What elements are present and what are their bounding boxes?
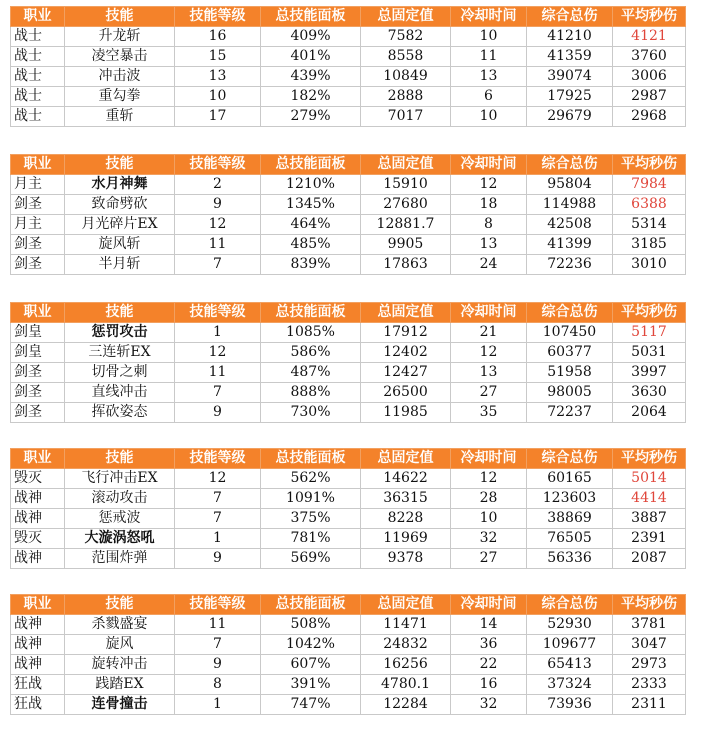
cell-fixed[interactable]: 8228 <box>361 509 451 529</box>
table-row <box>11 549 686 569</box>
cell-level[interactable]: 7 <box>175 509 261 529</box>
cell-level[interactable]: 12 <box>175 343 261 363</box>
cell-level[interactable]: 9 <box>175 655 261 675</box>
cell-fixed[interactable]: 2888 <box>361 87 451 107</box>
column-header[interactable]: 技能等级 <box>175 155 261 175</box>
cell-total[interactable]: 29679 <box>527 107 613 127</box>
cell-cd[interactable]: 14 <box>451 615 527 635</box>
cell-cd[interactable]: 27 <box>451 383 527 403</box>
cell-skill[interactable]: 旋风 <box>65 635 175 655</box>
cell-fixed[interactable]: 16256 <box>361 655 451 675</box>
cell-fixed[interactable]: 11471 <box>361 615 451 635</box>
cell-skill[interactable]: 凌空暴击 <box>65 47 175 67</box>
cell-skill[interactable]: 惩罚攻击 <box>65 323 175 343</box>
column-header[interactable]: 职业 <box>11 595 65 615</box>
cell-cd[interactable]: 28 <box>451 489 527 509</box>
cell-dps[interactable]: 3185 <box>613 235 686 255</box>
column-header[interactable]: 平均秒伤 <box>613 155 686 175</box>
cell-level[interactable]: 1 <box>175 695 261 715</box>
cell-total[interactable]: 60165 <box>527 469 613 489</box>
column-header[interactable]: 总固定值 <box>361 155 451 175</box>
cell-panel[interactable]: 464% <box>261 215 361 235</box>
cell-panel[interactable]: 607% <box>261 655 361 675</box>
cell-level[interactable]: 12 <box>175 215 261 235</box>
cell-cd[interactable]: 11 <box>451 47 527 67</box>
cell-job[interactable]: 狂战 <box>11 675 65 695</box>
cell-panel[interactable]: 586% <box>261 343 361 363</box>
cell-job[interactable]: 月主 <box>11 175 65 195</box>
header-row <box>11 595 686 615</box>
table-row <box>11 615 686 635</box>
cell-skill[interactable]: 直线冲击 <box>65 383 175 403</box>
column-header[interactable]: 职业 <box>11 449 65 469</box>
cell-cd[interactable]: 32 <box>451 529 527 549</box>
cell-total[interactable]: 42508 <box>527 215 613 235</box>
cell-cd[interactable]: 21 <box>451 323 527 343</box>
cell-panel[interactable]: 1042% <box>261 635 361 655</box>
cell-fixed[interactable]: 26500 <box>361 383 451 403</box>
cell-cd[interactable]: 24 <box>451 255 527 275</box>
cell-level[interactable]: 9 <box>175 549 261 569</box>
table-row <box>11 635 686 655</box>
cell-total[interactable]: 98005 <box>527 383 613 403</box>
cell-skill[interactable]: 大漩涡怒吼 <box>65 529 175 549</box>
header-row <box>11 303 686 323</box>
cell-total[interactable]: 38869 <box>527 509 613 529</box>
column-header[interactable]: 平均秒伤 <box>613 7 686 27</box>
table-row <box>11 235 686 255</box>
column-header[interactable]: 总技能面板 <box>261 449 361 469</box>
table-row <box>11 255 686 275</box>
skill-table-3 <box>10 302 686 423</box>
skill-table-2 <box>10 154 686 275</box>
table-row <box>11 67 686 87</box>
column-header[interactable]: 技能 <box>65 595 175 615</box>
column-header[interactable]: 总技能面板 <box>261 303 361 323</box>
column-header[interactable]: 总固定值 <box>361 449 451 469</box>
cell-dps[interactable]: 5314 <box>613 215 686 235</box>
cell-total[interactable]: 51958 <box>527 363 613 383</box>
cell-dps[interactable]: 2311 <box>613 695 686 715</box>
column-header[interactable]: 技能 <box>65 303 175 323</box>
cell-dps[interactable]: 2391 <box>613 529 686 549</box>
skill-table-5 <box>10 594 686 715</box>
table-row <box>11 529 686 549</box>
column-header[interactable]: 总技能面板 <box>261 155 361 175</box>
cell-dps[interactable]: 3781 <box>613 615 686 635</box>
cell-level[interactable]: 1 <box>175 529 261 549</box>
column-header[interactable]: 冷却时间 <box>451 595 527 615</box>
cell-total[interactable]: 76505 <box>527 529 613 549</box>
cell-job[interactable]: 战士 <box>11 27 65 47</box>
cell-total[interactable]: 37324 <box>527 675 613 695</box>
cell-level[interactable]: 15 <box>175 47 261 67</box>
cell-panel[interactable]: 569% <box>261 549 361 569</box>
table-row <box>11 675 686 695</box>
cell-skill[interactable]: 挥砍姿态 <box>65 403 175 423</box>
column-header[interactable]: 综合总伤 <box>527 595 613 615</box>
table-row <box>11 363 686 383</box>
cell-panel[interactable]: 888% <box>261 383 361 403</box>
cell-fixed[interactable]: 36315 <box>361 489 451 509</box>
cell-dps[interactable]: 2987 <box>613 87 686 107</box>
cell-panel[interactable]: 487% <box>261 363 361 383</box>
skill-table-4 <box>10 448 686 569</box>
cell-panel[interactable]: 747% <box>261 695 361 715</box>
table-row <box>11 107 686 127</box>
table-row <box>11 469 686 489</box>
cell-level[interactable]: 12 <box>175 469 261 489</box>
column-header[interactable]: 冷却时间 <box>451 7 527 27</box>
cell-cd[interactable]: 32 <box>451 695 527 715</box>
column-header[interactable]: 总技能面板 <box>261 595 361 615</box>
cell-panel[interactable]: 730% <box>261 403 361 423</box>
cell-level[interactable]: 17 <box>175 107 261 127</box>
cell-job[interactable]: 战神 <box>11 635 65 655</box>
cell-panel[interactable]: 401% <box>261 47 361 67</box>
cell-dps[interactable]: 3997 <box>613 363 686 383</box>
cell-dps[interactable]: 3047 <box>613 635 686 655</box>
cell-job[interactable]: 战神 <box>11 489 65 509</box>
cell-skill[interactable]: 致命劈砍 <box>65 195 175 215</box>
cell-dps[interactable]: 2064 <box>613 403 686 423</box>
cell-skill[interactable]: 月光碎片EX <box>65 215 175 235</box>
table-row <box>11 509 686 529</box>
cell-cd[interactable]: 10 <box>451 107 527 127</box>
cell-level[interactable]: 10 <box>175 87 261 107</box>
cell-job[interactable]: 剑圣 <box>11 255 65 275</box>
cell-cd[interactable]: 6 <box>451 87 527 107</box>
cell-dps[interactable]: 6388 <box>613 195 686 215</box>
cell-cd[interactable]: 12 <box>451 343 527 363</box>
cell-job[interactable]: 战士 <box>11 67 65 87</box>
column-header[interactable]: 技能等级 <box>175 303 261 323</box>
header-row <box>11 155 686 175</box>
cell-dps[interactable]: 2333 <box>613 675 686 695</box>
cell-fixed[interactable]: 7017 <box>361 107 451 127</box>
cell-fixed[interactable]: 24832 <box>361 635 451 655</box>
cell-panel[interactable]: 1210% <box>261 175 361 195</box>
cell-cd[interactable]: 35 <box>451 403 527 423</box>
column-header[interactable]: 冷却时间 <box>451 155 527 175</box>
cell-fixed[interactable]: 9905 <box>361 235 451 255</box>
column-header[interactable]: 总固定值 <box>361 595 451 615</box>
cell-level[interactable]: 11 <box>175 615 261 635</box>
cell-dps[interactable]: 5031 <box>613 343 686 363</box>
column-header[interactable]: 综合总伤 <box>527 7 613 27</box>
cell-skill[interactable]: 切骨之刺 <box>65 363 175 383</box>
cell-level[interactable]: 11 <box>175 363 261 383</box>
cell-panel[interactable]: 1345% <box>261 195 361 215</box>
cell-fixed[interactable]: 11969 <box>361 529 451 549</box>
cell-total[interactable]: 114988 <box>527 195 613 215</box>
cell-total[interactable]: 73936 <box>527 695 613 715</box>
cell-level[interactable]: 9 <box>175 195 261 215</box>
cell-fixed[interactable]: 11985 <box>361 403 451 423</box>
cell-fixed[interactable]: 9378 <box>361 549 451 569</box>
cell-skill[interactable]: 重斩 <box>65 107 175 127</box>
cell-job[interactable]: 月主 <box>11 215 65 235</box>
cell-cd[interactable]: 36 <box>451 635 527 655</box>
cell-level[interactable]: 7 <box>175 489 261 509</box>
cell-job[interactable]: 剑圣 <box>11 235 65 255</box>
cell-level[interactable]: 7 <box>175 635 261 655</box>
cell-job[interactable]: 毁灭 <box>11 529 65 549</box>
column-header[interactable]: 技能 <box>65 449 175 469</box>
table-row <box>11 47 686 67</box>
cell-job[interactable]: 战神 <box>11 549 65 569</box>
header-row <box>11 7 686 27</box>
table-row <box>11 87 686 107</box>
cell-job[interactable]: 剑皇 <box>11 343 65 363</box>
table-row <box>11 655 686 675</box>
cell-total[interactable]: 72236 <box>527 255 613 275</box>
cell-total[interactable]: 95804 <box>527 175 613 195</box>
cell-panel[interactable]: 562% <box>261 469 361 489</box>
cell-job[interactable]: 剑圣 <box>11 383 65 403</box>
cell-dps[interactable]: 5117 <box>613 323 686 343</box>
cell-total[interactable]: 60377 <box>527 343 613 363</box>
cell-panel[interactable]: 439% <box>261 67 361 87</box>
cell-panel[interactable]: 391% <box>261 675 361 695</box>
cell-cd[interactable]: 22 <box>451 655 527 675</box>
column-header[interactable]: 总固定值 <box>361 303 451 323</box>
table-row <box>11 383 686 403</box>
cell-cd[interactable]: 10 <box>451 509 527 529</box>
cell-fixed[interactable]: 12402 <box>361 343 451 363</box>
cell-cd[interactable]: 12 <box>451 469 527 489</box>
cell-fixed[interactable]: 27680 <box>361 195 451 215</box>
cell-level[interactable]: 16 <box>175 27 261 47</box>
column-header[interactable]: 综合总伤 <box>527 449 613 469</box>
cell-total[interactable]: 56336 <box>527 549 613 569</box>
column-header[interactable]: 技能 <box>65 155 175 175</box>
cell-fixed[interactable]: 15910 <box>361 175 451 195</box>
cell-job[interactable]: 剑圣 <box>11 403 65 423</box>
cell-job[interactable]: 战神 <box>11 615 65 635</box>
cell-cd[interactable]: 10 <box>451 27 527 47</box>
cell-dps[interactable]: 3006 <box>613 67 686 87</box>
table-row <box>11 695 686 715</box>
cell-panel[interactable]: 1091% <box>261 489 361 509</box>
cell-skill[interactable]: 升龙斩 <box>65 27 175 47</box>
table-row <box>11 343 686 363</box>
cell-dps[interactable]: 3010 <box>613 255 686 275</box>
cell-panel[interactable]: 508% <box>261 615 361 635</box>
cell-level[interactable]: 13 <box>175 67 261 87</box>
cell-fixed[interactable]: 14622 <box>361 469 451 489</box>
cell-level[interactable]: 7 <box>175 383 261 403</box>
column-header[interactable]: 技能等级 <box>175 449 261 469</box>
cell-fixed[interactable]: 17863 <box>361 255 451 275</box>
cell-total[interactable]: 41399 <box>527 235 613 255</box>
cell-total[interactable]: 65413 <box>527 655 613 675</box>
cell-panel[interactable]: 409% <box>261 27 361 47</box>
cell-skill[interactable]: 水月神舞 <box>65 175 175 195</box>
cell-skill[interactable]: 连骨撞击 <box>65 695 175 715</box>
cell-total[interactable]: 123603 <box>527 489 613 509</box>
cell-skill[interactable]: 三连斩EX <box>65 343 175 363</box>
cell-cd[interactable]: 12 <box>451 175 527 195</box>
cell-total[interactable]: 52930 <box>527 615 613 635</box>
column-header[interactable]: 平均秒伤 <box>613 303 686 323</box>
cell-level[interactable]: 7 <box>175 255 261 275</box>
cell-level[interactable]: 9 <box>175 403 261 423</box>
cell-total[interactable]: 17925 <box>527 87 613 107</box>
cell-level[interactable]: 2 <box>175 175 261 195</box>
cell-job[interactable]: 战士 <box>11 87 65 107</box>
cell-job[interactable]: 战士 <box>11 107 65 127</box>
cell-fixed[interactable]: 7582 <box>361 27 451 47</box>
cell-dps[interactable]: 4121 <box>613 27 686 47</box>
cell-panel[interactable]: 1085% <box>261 323 361 343</box>
cell-cd[interactable]: 18 <box>451 195 527 215</box>
cell-total[interactable]: 107450 <box>527 323 613 343</box>
column-header[interactable]: 平均秒伤 <box>613 595 686 615</box>
column-header[interactable]: 技能等级 <box>175 7 261 27</box>
column-header[interactable]: 总固定值 <box>361 7 451 27</box>
cell-skill[interactable]: 范围炸弹 <box>65 549 175 569</box>
table-row <box>11 403 686 423</box>
cell-cd[interactable]: 13 <box>451 235 527 255</box>
cell-fixed[interactable]: 12427 <box>361 363 451 383</box>
cell-panel[interactable]: 781% <box>261 529 361 549</box>
cell-skill[interactable]: 杀戮盛宴 <box>65 615 175 635</box>
cell-dps[interactable]: 2968 <box>613 107 686 127</box>
cell-skill[interactable]: 滚动攻击 <box>65 489 175 509</box>
cell-skill[interactable]: 半月斩 <box>65 255 175 275</box>
cell-skill[interactable]: 旋风斩 <box>65 235 175 255</box>
cell-job[interactable]: 战神 <box>11 655 65 675</box>
cell-cd[interactable]: 13 <box>451 67 527 87</box>
cell-job[interactable]: 战士 <box>11 47 65 67</box>
cell-total[interactable]: 41359 <box>527 47 613 67</box>
column-header[interactable]: 职业 <box>11 155 65 175</box>
cell-job[interactable]: 狂战 <box>11 695 65 715</box>
cell-fixed[interactable]: 10849 <box>361 67 451 87</box>
cell-dps[interactable]: 7984 <box>613 175 686 195</box>
cell-skill[interactable]: 重勾拳 <box>65 87 175 107</box>
column-header[interactable]: 平均秒伤 <box>613 449 686 469</box>
cell-panel[interactable]: 839% <box>261 255 361 275</box>
cell-total[interactable]: 39074 <box>527 67 613 87</box>
table-row <box>11 323 686 343</box>
column-header[interactable]: 总技能面板 <box>261 7 361 27</box>
table-row <box>11 195 686 215</box>
cell-dps[interactable]: 3887 <box>613 509 686 529</box>
cell-dps[interactable]: 2973 <box>613 655 686 675</box>
column-header[interactable]: 职业 <box>11 7 65 27</box>
cell-skill[interactable]: 惩戒波 <box>65 509 175 529</box>
cell-panel[interactable]: 485% <box>261 235 361 255</box>
cell-level[interactable]: 8 <box>175 675 261 695</box>
cell-job[interactable]: 剑皇 <box>11 323 65 343</box>
cell-total[interactable]: 109677 <box>527 635 613 655</box>
cell-panel[interactable]: 182% <box>261 87 361 107</box>
cell-dps[interactable]: 5014 <box>613 469 686 489</box>
column-header[interactable]: 技能 <box>65 7 175 27</box>
cell-fixed[interactable]: 8558 <box>361 47 451 67</box>
header-row <box>11 449 686 469</box>
cell-panel[interactable]: 375% <box>261 509 361 529</box>
table-row <box>11 27 686 47</box>
cell-panel[interactable]: 279% <box>261 107 361 127</box>
cell-fixed[interactable]: 12881.7 <box>361 215 451 235</box>
cell-cd[interactable]: 13 <box>451 363 527 383</box>
table-row <box>11 489 686 509</box>
cell-job[interactable]: 毁灭 <box>11 469 65 489</box>
cell-fixed[interactable]: 17912 <box>361 323 451 343</box>
column-header[interactable]: 冷却时间 <box>451 303 527 323</box>
column-header[interactable]: 综合总伤 <box>527 155 613 175</box>
cell-total[interactable]: 41210 <box>527 27 613 47</box>
cell-skill[interactable]: 飞行冲击EX <box>65 469 175 489</box>
cell-skill[interactable]: 践踏EX <box>65 675 175 695</box>
column-header[interactable]: 职业 <box>11 303 65 323</box>
cell-dps[interactable]: 3760 <box>613 47 686 67</box>
cell-skill[interactable]: 旋转冲击 <box>65 655 175 675</box>
cell-level[interactable]: 11 <box>175 235 261 255</box>
cell-job[interactable]: 剑圣 <box>11 195 65 215</box>
table-row <box>11 215 686 235</box>
column-header[interactable]: 综合总伤 <box>527 303 613 323</box>
skill-table-1 <box>10 6 686 127</box>
column-header[interactable]: 技能等级 <box>175 595 261 615</box>
cell-job[interactable]: 剑圣 <box>11 363 65 383</box>
column-header[interactable]: 冷却时间 <box>451 449 527 469</box>
cell-cd[interactable]: 27 <box>451 549 527 569</box>
cell-skill[interactable]: 冲击波 <box>65 67 175 87</box>
cell-cd[interactable]: 8 <box>451 215 527 235</box>
cell-dps[interactable]: 4414 <box>613 489 686 509</box>
cell-fixed[interactable]: 12284 <box>361 695 451 715</box>
cell-fixed[interactable]: 4780.1 <box>361 675 451 695</box>
cell-level[interactable]: 1 <box>175 323 261 343</box>
table-row <box>11 175 686 195</box>
cell-dps[interactable]: 3630 <box>613 383 686 403</box>
cell-dps[interactable]: 2087 <box>613 549 686 569</box>
cell-cd[interactable]: 16 <box>451 675 527 695</box>
cell-total[interactable]: 72237 <box>527 403 613 423</box>
cell-job[interactable]: 战神 <box>11 509 65 529</box>
